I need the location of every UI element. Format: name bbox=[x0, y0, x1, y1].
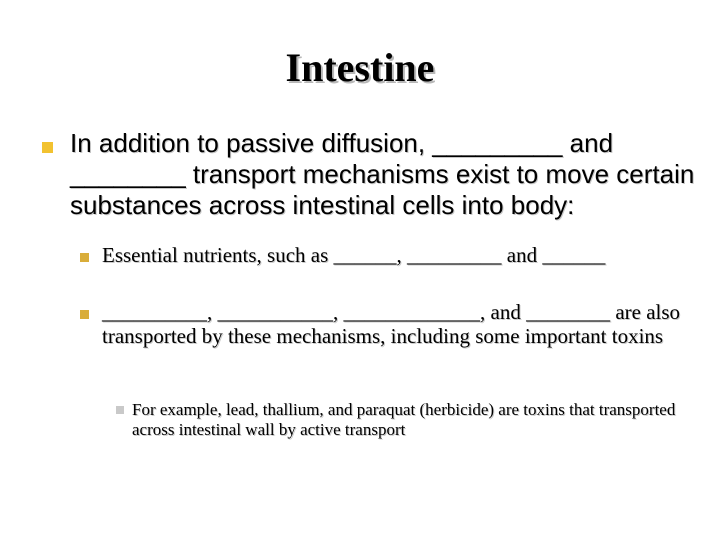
square-bullet-icon bbox=[80, 253, 89, 262]
square-bullet-icon bbox=[116, 406, 124, 414]
bullet-text: In addition to passive diffusion, _________ and ________ transport mechanisms exist to move certain substances across intestinal cells into body: bbox=[70, 128, 695, 220]
bullet-text: For example, lead, thallium, and paraquat (herbicide) are toxins that transported across intestinal wall by active transport bbox=[132, 400, 676, 439]
slide-title: Intestine bbox=[285, 45, 435, 90]
bullet-text: __________, ___________, _____________, and ________ are also transported by these mechanisms, including some important toxins bbox=[102, 300, 681, 348]
square-bullet-icon bbox=[42, 142, 53, 153]
bullet-text: Essential nutrients, such as ______, _________ and ______ bbox=[102, 243, 606, 267]
square-bullet-icon bbox=[80, 310, 89, 319]
